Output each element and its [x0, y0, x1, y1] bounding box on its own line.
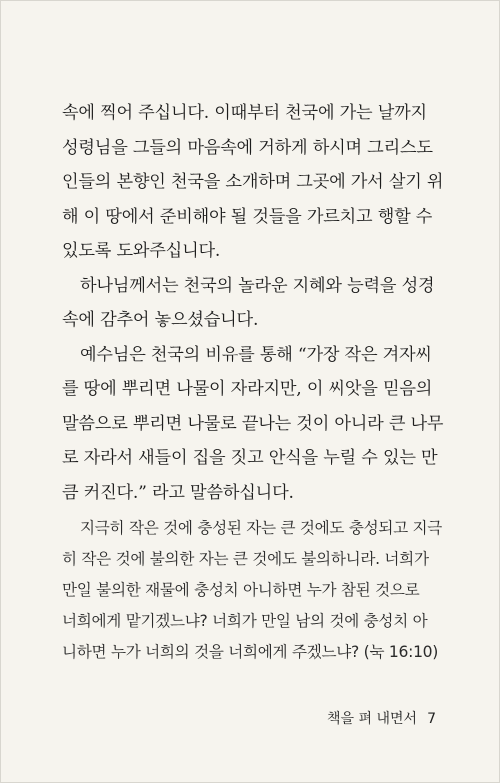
text-line: 를 땅에 뿌리면 나물이 자라지만, 이 씨앗을 믿음의	[62, 379, 433, 399]
text-line: 큼 커진다.” 라고 말씀하십니다.	[62, 482, 294, 503]
body-text	[62, 96, 454, 510]
quote-line: 너희에게 맡기겠느냐? 너희가 만일 남의 것에 충성치 아	[62, 612, 428, 630]
text-line: 해 이 땅에서 준비해야 될 것들을 가르치고 행할 수	[62, 206, 433, 227]
quote-line: 만일 불의한 재물에 충성치 아니하면 누가 참된 것으로	[62, 581, 420, 599]
text-line: 속에 찍어 주십니다. 이때부터 천국에 가는 날까지	[62, 103, 427, 123]
text-line: 인들의 본향인 천국을 소개하며 그곳에 가서 살기 위	[62, 172, 444, 192]
quote-line: 니하면 누가 너희의 것을 너희에게 주겠느냐? (눅 16:10)	[62, 643, 439, 661]
paragraph-2	[62, 269, 454, 338]
text-line: 하나님께서는 천국의 놀라운 지혜와 능력을 성경	[80, 275, 435, 296]
running-title: 책을 펴 내면서	[327, 711, 418, 727]
text-line: 예수님은 천국의 비유를 통해 “가장 작은 겨자씨	[80, 344, 432, 365]
quote-line: 지극히 작은 것에 충성된 자는 큰 것에도 충성되고 지극	[80, 519, 443, 537]
text-line: 로 자라서 새들이 집을 짓고 안식을 누릴 수 있는 만	[62, 448, 438, 468]
paragraph-3	[62, 338, 454, 511]
text-line: 말씀으로 뿌리면 나물로 끝나는 것이 아니라 큰 나무	[62, 413, 444, 434]
page-number: 7	[427, 711, 436, 727]
quote-line: 히 작은 것에 불의한 자는 큰 것에도 불의하니라. 너희가	[62, 550, 429, 568]
page-footer	[327, 708, 436, 728]
text-line: 있도록 도와주십니다.	[62, 241, 221, 261]
paragraph-1	[62, 96, 454, 269]
text-line: 속에 감추어 놓으셨습니다.	[62, 310, 259, 330]
text-line: 성령님을 그들의 마음속에 거하게 하시며 그리스도	[62, 137, 433, 158]
scripture-quote	[62, 513, 454, 668]
